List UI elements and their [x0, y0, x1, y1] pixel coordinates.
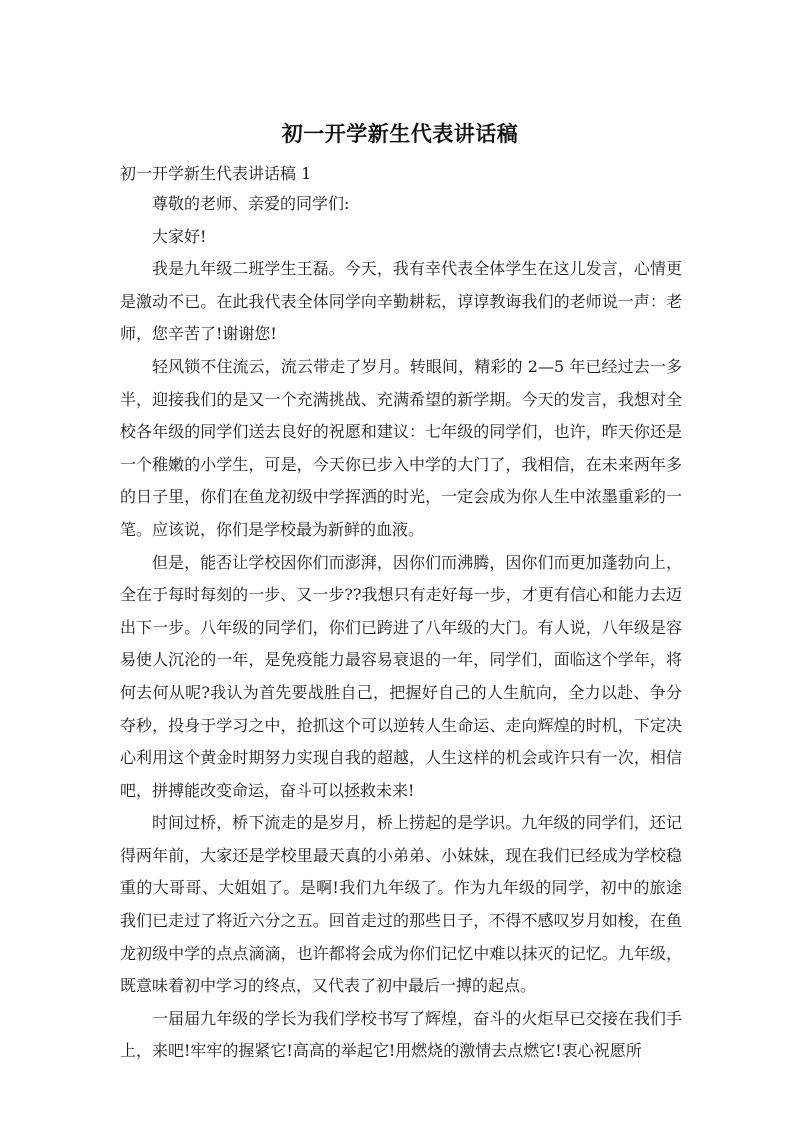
document-body — [120, 188, 682, 1068]
paragraph-grade-eight: 但是，能否让学校因你们而澎湃，因你们而沸腾，因你们而更加蓬勃向上，全在于每时每刻的一步、又一步??我想只有走好每一步，才更有信心和能力去迈出下一步。八年级的同学们，你们已跨进了八年级的大门。有人说，八年级是容易使人沉沦的一年，是免疫能力最容易衰退的一年，同学们，面临这个学年，将何去何从呢?我认为首先要战胜自己，把握好自己的人生航向，全力以赴、争分夺秒，投身于学习之中，抢抓这个可以逆转人生命运、走向辉煌的时机，下定决心利用这个黄金时期努力实现自我的超越，人生这样的机会或许只有一次，相信吧，拼搏能改变命运，奋斗可以拯救未来! — [120, 552, 682, 800]
paragraph-grade-seven: 轻风锁不住流云，流云带走了岁月。转眼间，精彩的 2—5 年已经过去一多半，迎接我们的是又一个充满挑战、充满希望的新学期。今天的发言，我想对全校各年级的同学们送去良好的祝愿和建议：七年级的同学们，也许，昨天你还是一个稚嫩的小学生，可是，今天你已步入中学的大门了，我相信，在未来两年多的日子里，你们在鱼龙初级中学挥洒的时光，一定会成为你人生中浓墨重彩的一笔。应该说，你们是学校最为新鲜的血液。 — [120, 356, 682, 539]
paragraph-grade-nine: 时间过桥，桥下流走的是岁月，桥上捞起的是学识。九年级的同学们，还记得两年前，大家还是学校里最天真的小弟弟、小妹妹，现在我们已经成为学校稳重的大哥哥、大姐姐了。是啊!我们九年级了。作为九年级的同学，初中的旅途我们已走过了将近六分之五。回首走过的那些日子，不得不感叹岁月如梭，在鱼龙初级中学的点点滴滴，也许都将会成为你们记忆中难以抹灭的记忆。九年级，既意味着初中学习的终点，又代表了初中最后一搏的起点。 — [120, 813, 682, 996]
document-subtitle: 初一开学新生代表讲话稿 1 — [120, 164, 312, 183]
paragraph-salutation: 尊敬的老师、亲爱的同学们: — [152, 194, 350, 213]
paragraph-greeting: 大家好! — [152, 226, 207, 246]
document-title: 初一开学新生代表讲话稿 — [281, 122, 519, 146]
paragraph-introduction: 我是九年级二班学生王磊。今天，我有幸代表全体学生在这儿发言，心情更是激动不已。在此我代表全体同学向辛勤耕耘，谆谆教诲我们的老师说一声：老师，您辛苦了!谢谢您! — [120, 259, 682, 344]
paragraph-closing: 一届届九年级的学长为我们学校书写了辉煌，奋斗的火炬早已交接在我们手上，来吧!牢牢的握紧它!高高的举起它!用燃烧的激情去点燃它!衷心祝愿所 — [120, 1008, 682, 1061]
